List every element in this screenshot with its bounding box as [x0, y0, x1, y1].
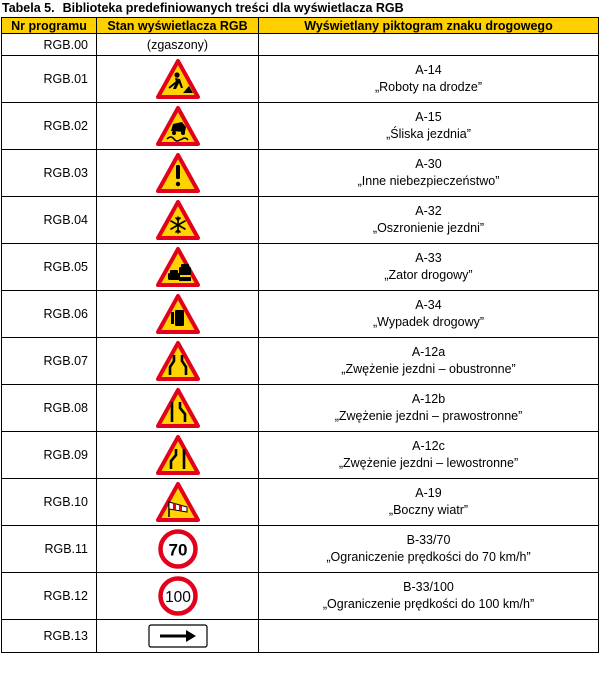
- description-cell: [259, 432, 599, 479]
- sign-code: B-33/100: [403, 580, 454, 594]
- caption-label: Tabela 5.: [2, 1, 55, 15]
- state-cell: [97, 479, 259, 526]
- table-caption: [2, 1, 404, 15]
- table-row: [2, 479, 599, 526]
- program-cell: RGB.01: [2, 56, 97, 103]
- accident-sign-icon: [155, 293, 201, 335]
- state-cell: [97, 244, 259, 291]
- header-display-state: Stan wyświetlacza RGB: [97, 18, 259, 34]
- description-cell: [259, 150, 599, 197]
- sign-code: A-15: [415, 110, 442, 124]
- program-cell: RGB.06: [2, 291, 97, 338]
- table-row: [2, 620, 599, 653]
- frost-sign-icon: [155, 199, 201, 241]
- crosswind-sign-icon: [155, 481, 201, 523]
- header-program: Nr programu: [2, 18, 97, 34]
- program-cell: RGB.02: [2, 103, 97, 150]
- program-cell: RGB.08: [2, 385, 97, 432]
- sign-name: „Zator drogowy”: [384, 268, 473, 282]
- roadworks-sign-icon: [155, 58, 201, 100]
- state-cell: [97, 197, 259, 244]
- road-narrows-right-sign-icon: [155, 387, 201, 429]
- state-cell: [97, 291, 259, 338]
- table-row: [2, 34, 599, 56]
- state-cell: [97, 620, 259, 653]
- state-cell: [97, 34, 259, 56]
- state-cell: [97, 103, 259, 150]
- sign-name: „Śliska jezdnia”: [386, 127, 471, 141]
- sign-code: A-34: [415, 298, 442, 312]
- description-cell: [259, 291, 599, 338]
- state-cell: [97, 56, 259, 103]
- program-cell: RGB.04: [2, 197, 97, 244]
- state-cell: [97, 432, 259, 479]
- sign-code: A-12a: [411, 345, 446, 359]
- sign-name: „Roboty na drodze”: [374, 80, 482, 94]
- sign-code: A-12c: [412, 439, 445, 453]
- right-arrow-sign-icon: [148, 624, 208, 648]
- program-cell: RGB.07: [2, 338, 97, 385]
- sign-code: B-33/70: [406, 533, 451, 547]
- description-cell: [259, 479, 599, 526]
- header-pictogram: Wyświetlany piktogram znaku drogowego: [259, 18, 599, 34]
- sign-name: „Boczny wiatr”: [388, 503, 469, 517]
- sign-name: „Inne niebezpieczeństwo”: [357, 174, 500, 188]
- traffic-jam-sign-icon: [155, 246, 201, 288]
- sign-name: „Ograniczenie prędkości do 70 km/h”: [326, 550, 531, 564]
- description-cell: [259, 103, 599, 150]
- table-row: [2, 150, 599, 197]
- state-off-label: (zgaszony): [146, 37, 209, 52]
- speed-limit-value: 70: [168, 540, 187, 560]
- sign-name: „Oszronienie jezdni”: [372, 221, 485, 235]
- road-narrows-left-sign-icon: [155, 434, 201, 476]
- state-cell: [97, 150, 259, 197]
- table-row: [2, 526, 599, 573]
- state-cell: [97, 338, 259, 385]
- table-header-row: [2, 18, 599, 34]
- sign-code: A-30: [415, 157, 442, 171]
- general-danger-sign-icon: [155, 152, 201, 194]
- table-row: [2, 103, 599, 150]
- description-cell: [259, 197, 599, 244]
- sign-name: „Ograniczenie prędkości do 100 km/h”: [322, 597, 535, 611]
- sign-code: A-32: [415, 204, 442, 218]
- program-cell: RGB.11: [2, 526, 97, 573]
- table-row: [2, 385, 599, 432]
- sign-code: A-33: [415, 251, 442, 265]
- rgb-content-table: [1, 17, 599, 653]
- program-cell: RGB.00: [2, 34, 97, 56]
- table-row: [2, 338, 599, 385]
- program-cell: RGB.09: [2, 432, 97, 479]
- state-cell: [97, 385, 259, 432]
- program-cell: RGB.03: [2, 150, 97, 197]
- table-row: [2, 573, 599, 620]
- description-cell: [259, 385, 599, 432]
- program-cell: RGB.05: [2, 244, 97, 291]
- description-cell: [259, 573, 599, 620]
- speed-limit-sign-icon: [155, 528, 201, 570]
- road-narrows-both-sign-icon: [155, 340, 201, 382]
- description-cell: [259, 34, 599, 56]
- sign-code: A-14: [415, 63, 442, 77]
- speed-limit-sign-icon: [155, 575, 201, 617]
- caption-title: Biblioteka predefiniowanych treści dla wyświetlacza RGB: [62, 1, 404, 15]
- description-cell: [259, 338, 599, 385]
- table-row: [2, 291, 599, 338]
- sign-code: A-12b: [411, 392, 446, 406]
- state-cell: [97, 526, 259, 573]
- table-row: [2, 197, 599, 244]
- program-cell: RGB.10: [2, 479, 97, 526]
- table-row: [2, 56, 599, 103]
- speed-limit-value: 100: [164, 589, 191, 606]
- program-cell: RGB.13: [2, 620, 97, 653]
- description-cell: [259, 244, 599, 291]
- sign-name: „Zwężenie jezdni – prawostronne”: [334, 409, 523, 423]
- table-row: [2, 244, 599, 291]
- sign-name: „Zwężenie jezdni – obustronne”: [341, 362, 516, 376]
- sign-name: „Wypadek drogowy”: [372, 315, 485, 329]
- description-cell: [259, 526, 599, 573]
- program-cell: RGB.12: [2, 573, 97, 620]
- description-cell: [259, 56, 599, 103]
- sign-name: „Zwężenie jezdni – lewostronne”: [338, 456, 519, 470]
- table-row: [2, 432, 599, 479]
- description-cell: [259, 620, 599, 653]
- state-cell: [97, 573, 259, 620]
- sign-code: A-19: [415, 486, 442, 500]
- slippery-road-sign-icon: [155, 105, 201, 147]
